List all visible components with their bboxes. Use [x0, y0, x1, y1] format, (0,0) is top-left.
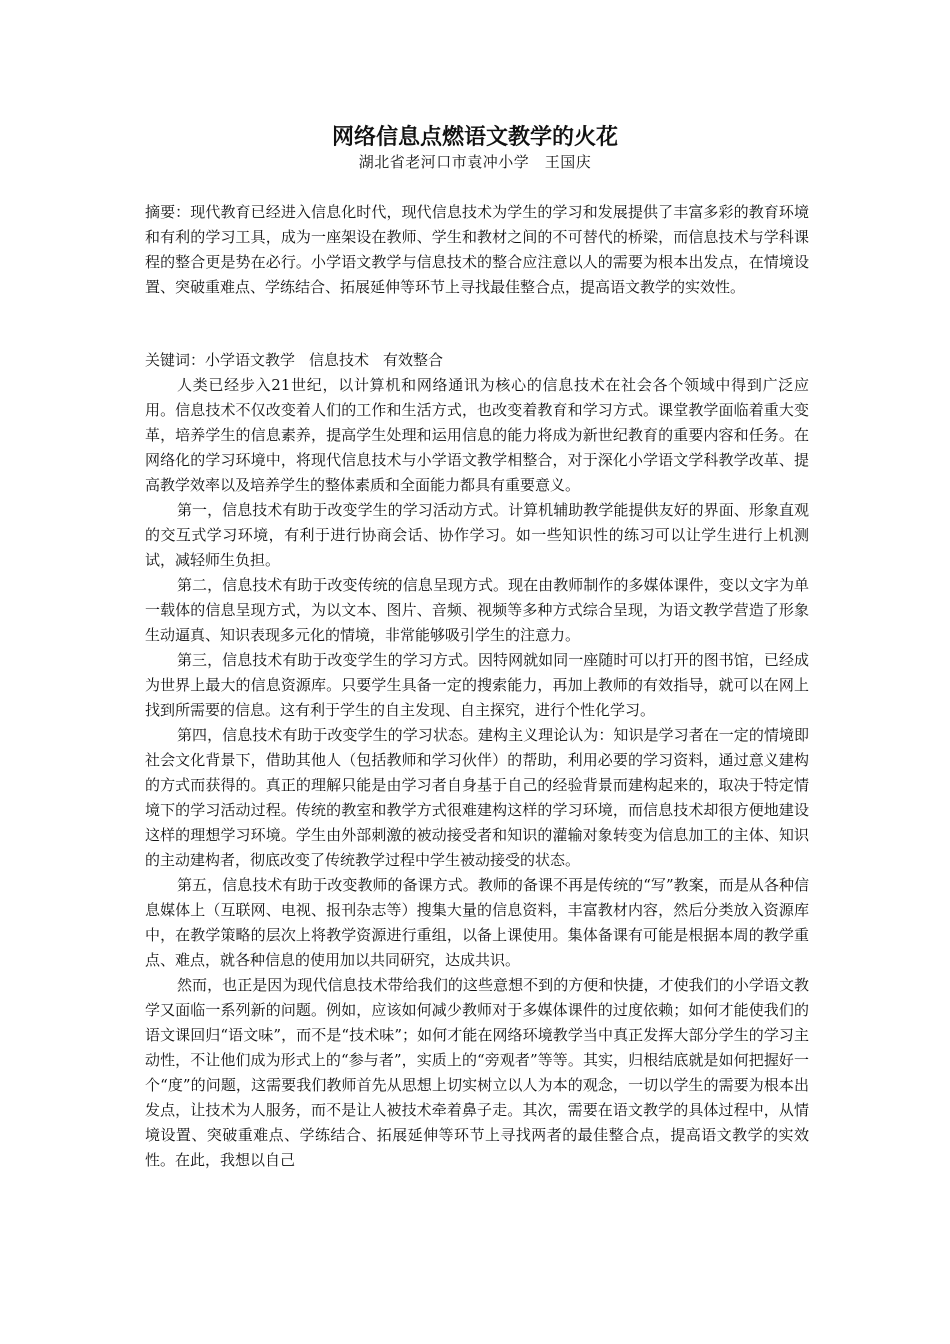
keywords-line: [145, 348, 809, 373]
keyword-3: 有效整合: [383, 351, 444, 369]
keyword-1: 小学语文教学: [205, 351, 296, 369]
body-paragraph: 第三，信息技术有助于改变学生的学习方式。因特网就如同一座随时可以打开的图书馆，已经成为世界上最大的信息资源库。只要学生具备一定的搜索能力，再加上教师的有效指导，就可以在网上找到所需要的信息。这有利于学生的自主发现、自主探究，进行个性化学习。: [145, 651, 809, 719]
abstract-paragraph: 摘要：现代教育已经进入信息化时代，现代信息技术为学生的学习和发展提供了丰富多彩的教育环境和有利的学习工具，成为一座架设在教师、学生和教材之间的不可替代的桥梁，而信息技术与学科课程的整合更是势在必行。小学语文教学与信息技术的整合应注意以人的需要为根本出发点，在情境设置、突破重难点、学练结合、拓展延伸等环节上寻找最佳整合点，提高语文教学的实效性。: [145, 203, 809, 296]
body-paragraph: 第二，信息技术有助于改变传统的信息呈现方式。现在由教师制作的多媒体课件，变以文字为单一载体的信息呈现方式，为以文本、图片、音频、视频等多种方式综合呈现，为语文教学营造了形象生动逼真、知识表现多元化的情境，非常能够吸引学生的注意力。: [145, 576, 809, 644]
keywords-label: 关键词：: [145, 351, 206, 369]
body-paragraph: 第一，信息技术有助于改变学生的学习活动方式。计算机辅助教学能提供友好的界面、形象直观的交互式学习环境，有利于进行协商会话、协作学习。如一些知识性的练习可以让学生进行上机测试，减轻师生负担。: [145, 501, 809, 569]
body-paragraphs: [145, 373, 809, 1173]
body-paragraph: 人类已经步入21世纪，以计算机和网络通讯为核心的信息技术在社会各个领域中得到广泛应用。信息技术不仅改变着人们的工作和生活方式，也改变着教育和学习方式。课堂教学面临着重大变革，培养学生的信息素养，提高学生处理和运用信息的能力将成为新世纪教育的重要内容和任务。在网络化的学习环境中，将现代信息技术与小学语文教学相整合，对于深化小学语文学科教学改革、提高教学效率以及培养学生的整体素质和全面能力都具有重要意义。: [145, 376, 809, 494]
keyword-2: 信息技术: [309, 351, 370, 369]
body-paragraph: 第四，信息技术有助于改变学生的学习状态。建构主义理论认为：知识是学习者在一定的情境即社会文化背景下，借助其他人（包括教师和学习伙伴）的帮助，利用必要的学习资料，通过意义建构的方式而获得的。真正的理解只能是由学习者自身基于自己的经验背景而建构起来的，取决于特定情境下的学习活动过程。传统的教室和教学方式很难建构这样的学习环境，而信息技术却很方便地建设这样的理想学习环境。学生由外部刺激的被动接受者和知识的灌输对象转变为信息加工的主体、知识的主动建构者，彻底改变了传统教学过程中学生被动接受的状态。: [145, 726, 809, 869]
document-title: 网络信息点燃语文教学的火花: [331, 124, 618, 150]
author-line: 湖北省老河口市袁冲小学 王国庆: [358, 153, 592, 171]
body-paragraph: 然而，也正是因为现代信息技术带给我们的这些意想不到的方便和快捷，才使我们的小学语文教学又面临一系列新的问题。例如，应该如何减少教师对于多媒体课件的过度依赖；如何才能使我们的语文课回归“语文味”，而不是“技术味”；如何才能在网络环境教学当中真正发挥大部分学生的学习主动性，不让他们成为形式上的“参与者”，实质上的“旁观者”等等。其实，归根结底就是如何把握好一个“度”的问题，这需要我们教师首先从思想上切实树立以人为本的观念，一切以学生的需要为根本出发点，让技术为人服务，而不是让人被技术牵着鼻子走。其次，需要在语文教学的具体过程中，从情境设置、突破重难点、学练结合、拓展延伸等环节上寻找两者的最佳整合点，提高语文教学的实效性。在此，我想以自己: [145, 976, 809, 1169]
body-paragraph: 第五，信息技术有助于改变教师的备课方式。教师的备课不再是传统的“写”教案，而是从各种信息媒体上（互联网、电视、报刊杂志等）搜集大量的信息资料，丰富教材内容，然后分类放入资源库中，在教学策略的层次上将教学资源进行重组，以备上课使用。集体备课有可能是根据本周的教学重点、难点，就各种信息的使用加以共同研究，达成共识。: [145, 876, 809, 969]
